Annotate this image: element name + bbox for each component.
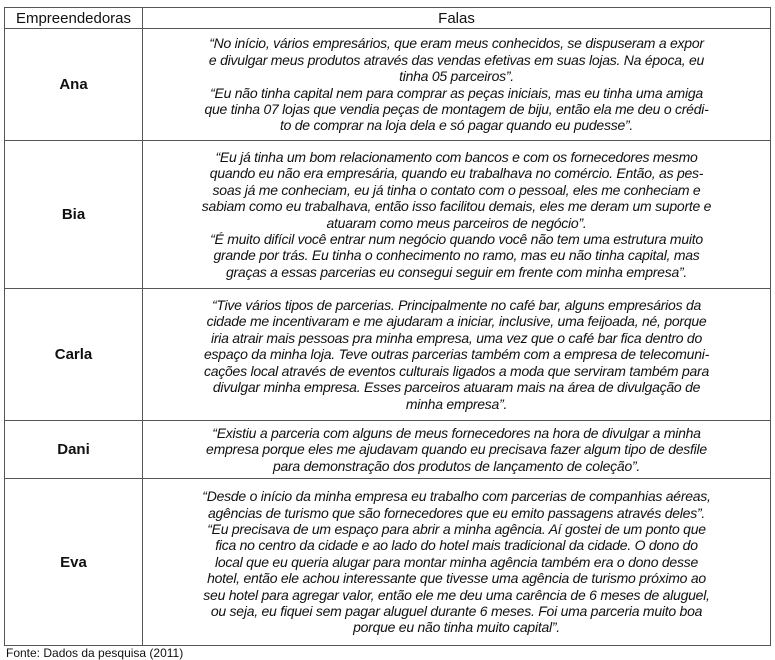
table-row: [5, 479, 771, 646]
quote-line: seu hotel para agregar valor, então ele me deu uma carência de 6 meses de aluguel,: [203, 586, 710, 603]
entrepreneurs-quotes-table: [4, 7, 771, 646]
quote-cell: [143, 289, 771, 421]
quote-line: minha empresa”.: [405, 395, 508, 412]
quote-cell: [143, 29, 771, 141]
quote-line: atuaram como meus parceiros de negócio”.: [326, 214, 587, 231]
entrepreneur-name: Dani: [5, 421, 143, 479]
quote-cell: [143, 479, 771, 646]
table-row: [5, 421, 771, 479]
quote-line: local que eu queria alugar para montar minha agência também era o dono desse: [215, 553, 698, 570]
entrepreneur-name: Carla: [5, 289, 143, 421]
header-row: [5, 8, 771, 29]
quote-line: empresa porque eles me ajudavam quando eu precisava fazer algum tipo de desfile: [206, 441, 707, 458]
quote-cell: [143, 421, 771, 479]
quote-line: “Tive vários tipos de parcerias. Principalmente no café bar, alguns empresários da: [211, 297, 702, 314]
quote-line: sabiam como eu trabalhava, então isso facilitou demais, eles me deram um suporte e: [201, 198, 712, 215]
quote-line: “Eu precisava de um espaço para abrir a minha agência. Aí gostei de um ponto que: [207, 520, 706, 537]
quote-line: agências de turismo que são fornecedores que eu emito passagens através deles”.: [207, 504, 705, 521]
quote-line: fica no centro da cidade e ao lado do hotel mais tradicional da cidade. O dono do: [215, 537, 698, 554]
quote-line: soas já me conheciam, eu já tinha o contato com o pessoal, eles me conheciam e: [212, 181, 701, 198]
quote-line: “É muito difícil você entrar num negócio quando você não tem uma estrutura muito: [210, 230, 703, 247]
quote-line: cidade me incentivaram e me ajudaram a iniciar, inclusive, uma feijoada, né, porque: [206, 313, 707, 330]
quote-line: “Existiu a parceria com alguns de meus fornecedores na hora de divulgar a minha: [212, 424, 701, 441]
entrepreneur-name: Ana: [5, 29, 143, 141]
table-row: [5, 141, 771, 289]
quote-line: graças a essas parcerias eu consegui seguir em frente com minha empresa”.: [225, 263, 688, 280]
header-entrepreneurs: Empreendedoras: [5, 8, 143, 29]
quote-line: “Eu não tinha capital nem para comprar as peças iniciais, mas eu tinha uma amiga: [210, 84, 703, 101]
table-row: [5, 289, 771, 421]
quote-line: quando eu não era empresária, quando eu trabalhava no comércio. Então, as pes-: [209, 165, 704, 182]
entrepreneur-name: Bia: [5, 141, 143, 289]
quote-line: hotel, então ele achou interessante que tivesse uma agência de turismo próximo ao: [207, 570, 706, 587]
quote-line: “Eu já tinha um bom relacionamento com bancos e com os fornecedores mesmo: [215, 148, 698, 165]
entrepreneur-name: Eva: [5, 479, 143, 646]
quote-line: que tinha 07 lojas que vendia peças de montagem de biju, então ela me deu o crédi-: [204, 100, 709, 117]
quote-line: para demonstração dos produtos de lançamento de coleção”.: [272, 457, 641, 474]
quote-line: porque eu não tinha muito capital”.: [353, 619, 560, 636]
quote-line: e divulgar meus produtos através das vendas efetivas em suas lojas. Na época, eu: [208, 51, 705, 68]
quote-line: espaço da minha loja. Teve outras parcerias também com a empresa de telecomuni-: [204, 346, 709, 363]
quote-line: cações local através de eventos culturais ligados a moda que serviram também para: [203, 362, 710, 379]
table-row: [5, 29, 771, 141]
quote-line: to de comprar na loja dela e só pagar quando eu pudesse”.: [279, 117, 634, 134]
quote-line: divulgar minha empresa. Esses parceiros atuaram mais na área de divulgação de: [212, 379, 701, 396]
quote-line: ou seja, eu fiquei sem pagar aluguel durante 6 meses. Foi uma parceria muito boa: [210, 603, 703, 620]
quote-line: tinha 05 parceiros”.: [399, 68, 514, 85]
quote-line: “No início, vários empresários, que eram meus conhecidos, se dispuseram a expor: [209, 35, 704, 52]
header-quotes: Falas: [143, 8, 771, 29]
quote-line: grande por trás. Eu tinha o conhecimento no ramo, mas eu não tinha capital, mas: [213, 247, 700, 264]
source-caption: Fonte: Dados da pesquisa (2011): [6, 646, 184, 660]
quote-line: “Desde o início da minha empresa eu trabalho com parcerias de companhias aéreas,: [202, 488, 711, 505]
quote-line: iria atrair mais pessoas pra minha empresa, uma vez que o café bar fica dentro do: [210, 329, 702, 346]
quote-cell: [143, 141, 771, 289]
